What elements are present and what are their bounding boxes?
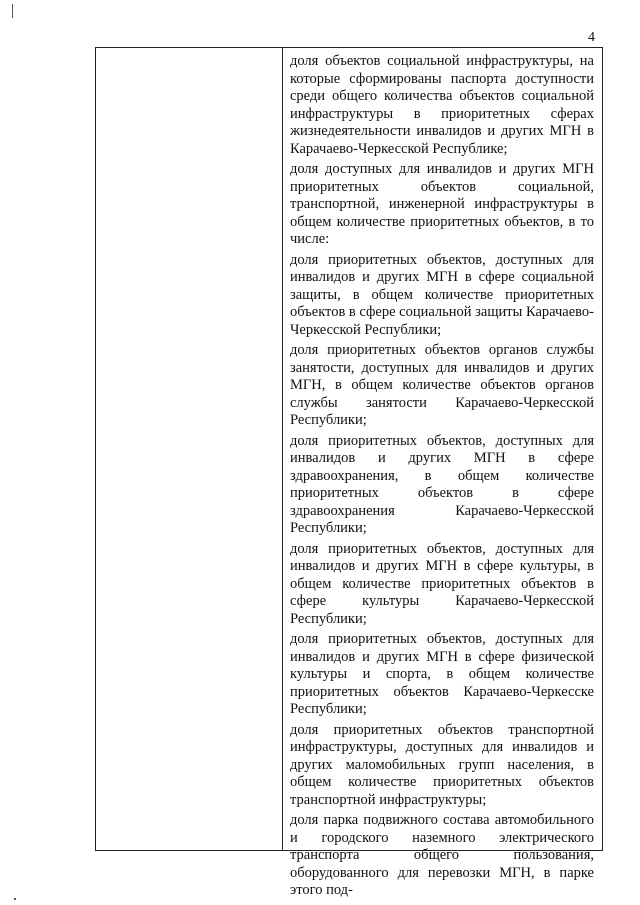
paragraph-passport-share: доля объектов социальной инфраструктуры, на которые сформированы паспорта доступности среди общего количества объектов социальной инфраструктуры в приоритетных сферах жизнедеятельности инвалидов и других МГН в Карачаево-Черкесской Республике; [290, 53, 594, 157]
page-number: 4 [588, 30, 595, 45]
paragraph-culture: доля приоритетных объектов, доступных для инвалидов и других МГН в сфере культуры, в общем количестве приоритетных объектов в сфере культуры Карачаево-Черкесской Республики; [290, 540, 594, 627]
paragraph-healthcare: доля приоритетных объектов, доступных для инвалидов и других МГН в сфере здравоохранения, в общем количестве приоритетных объектов в сфере здравоохранения Карачаево-Черкесской Республики; [290, 432, 594, 536]
paragraph-employment-service: доля приоритетных объектов органов службы занятости, доступных для инвалидов и других МГН, в общем количестве объектов органов службы занятости Карачаево-Черкесской Республики; [290, 342, 594, 428]
column-divider [282, 48, 283, 850]
paragraph-rolling-stock: доля парка подвижного состава автомобильного и городского наземного электрического транспорта общего пользования, оборудованного для перевозки МГН, в парке этого под- [290, 812, 594, 898]
paragraph-accessible-priority-objects: доля доступных для инвалидов и других МГН приоритетных объектов социальной, транспортной, инженерной инфраструктуры в общем количестве приоритетных объектов, в то числе: [290, 161, 594, 247]
paragraph-social-protection: доля приоритетных объектов, доступных для инвалидов и других МГН в сфере социальной защиты, в общем количестве приоритетных объектов в сфере социальной защиты Карачаево-Черкесской Республики; [290, 251, 594, 338]
document-table [95, 47, 603, 898]
paragraph-transport-infrastructure: доля приоритетных объектов транспортной инфраструктуры, доступных для инвалидов и других маломобильных групп населения, в общем количестве приоритетных объектов транспортной инфраструктуры; [290, 721, 594, 808]
scan-mark-top-left [12, 4, 13, 18]
scan-mark-bottom-left [14, 898, 16, 900]
right-cell [290, 53, 594, 903]
paragraph-sport: доля приоритетных объектов, доступных для инвалидов и других МГН в сфере физической культуры и спорта, в общем количестве приоритетных объектов Карачаево-Черкесске Республики; [290, 631, 594, 717]
